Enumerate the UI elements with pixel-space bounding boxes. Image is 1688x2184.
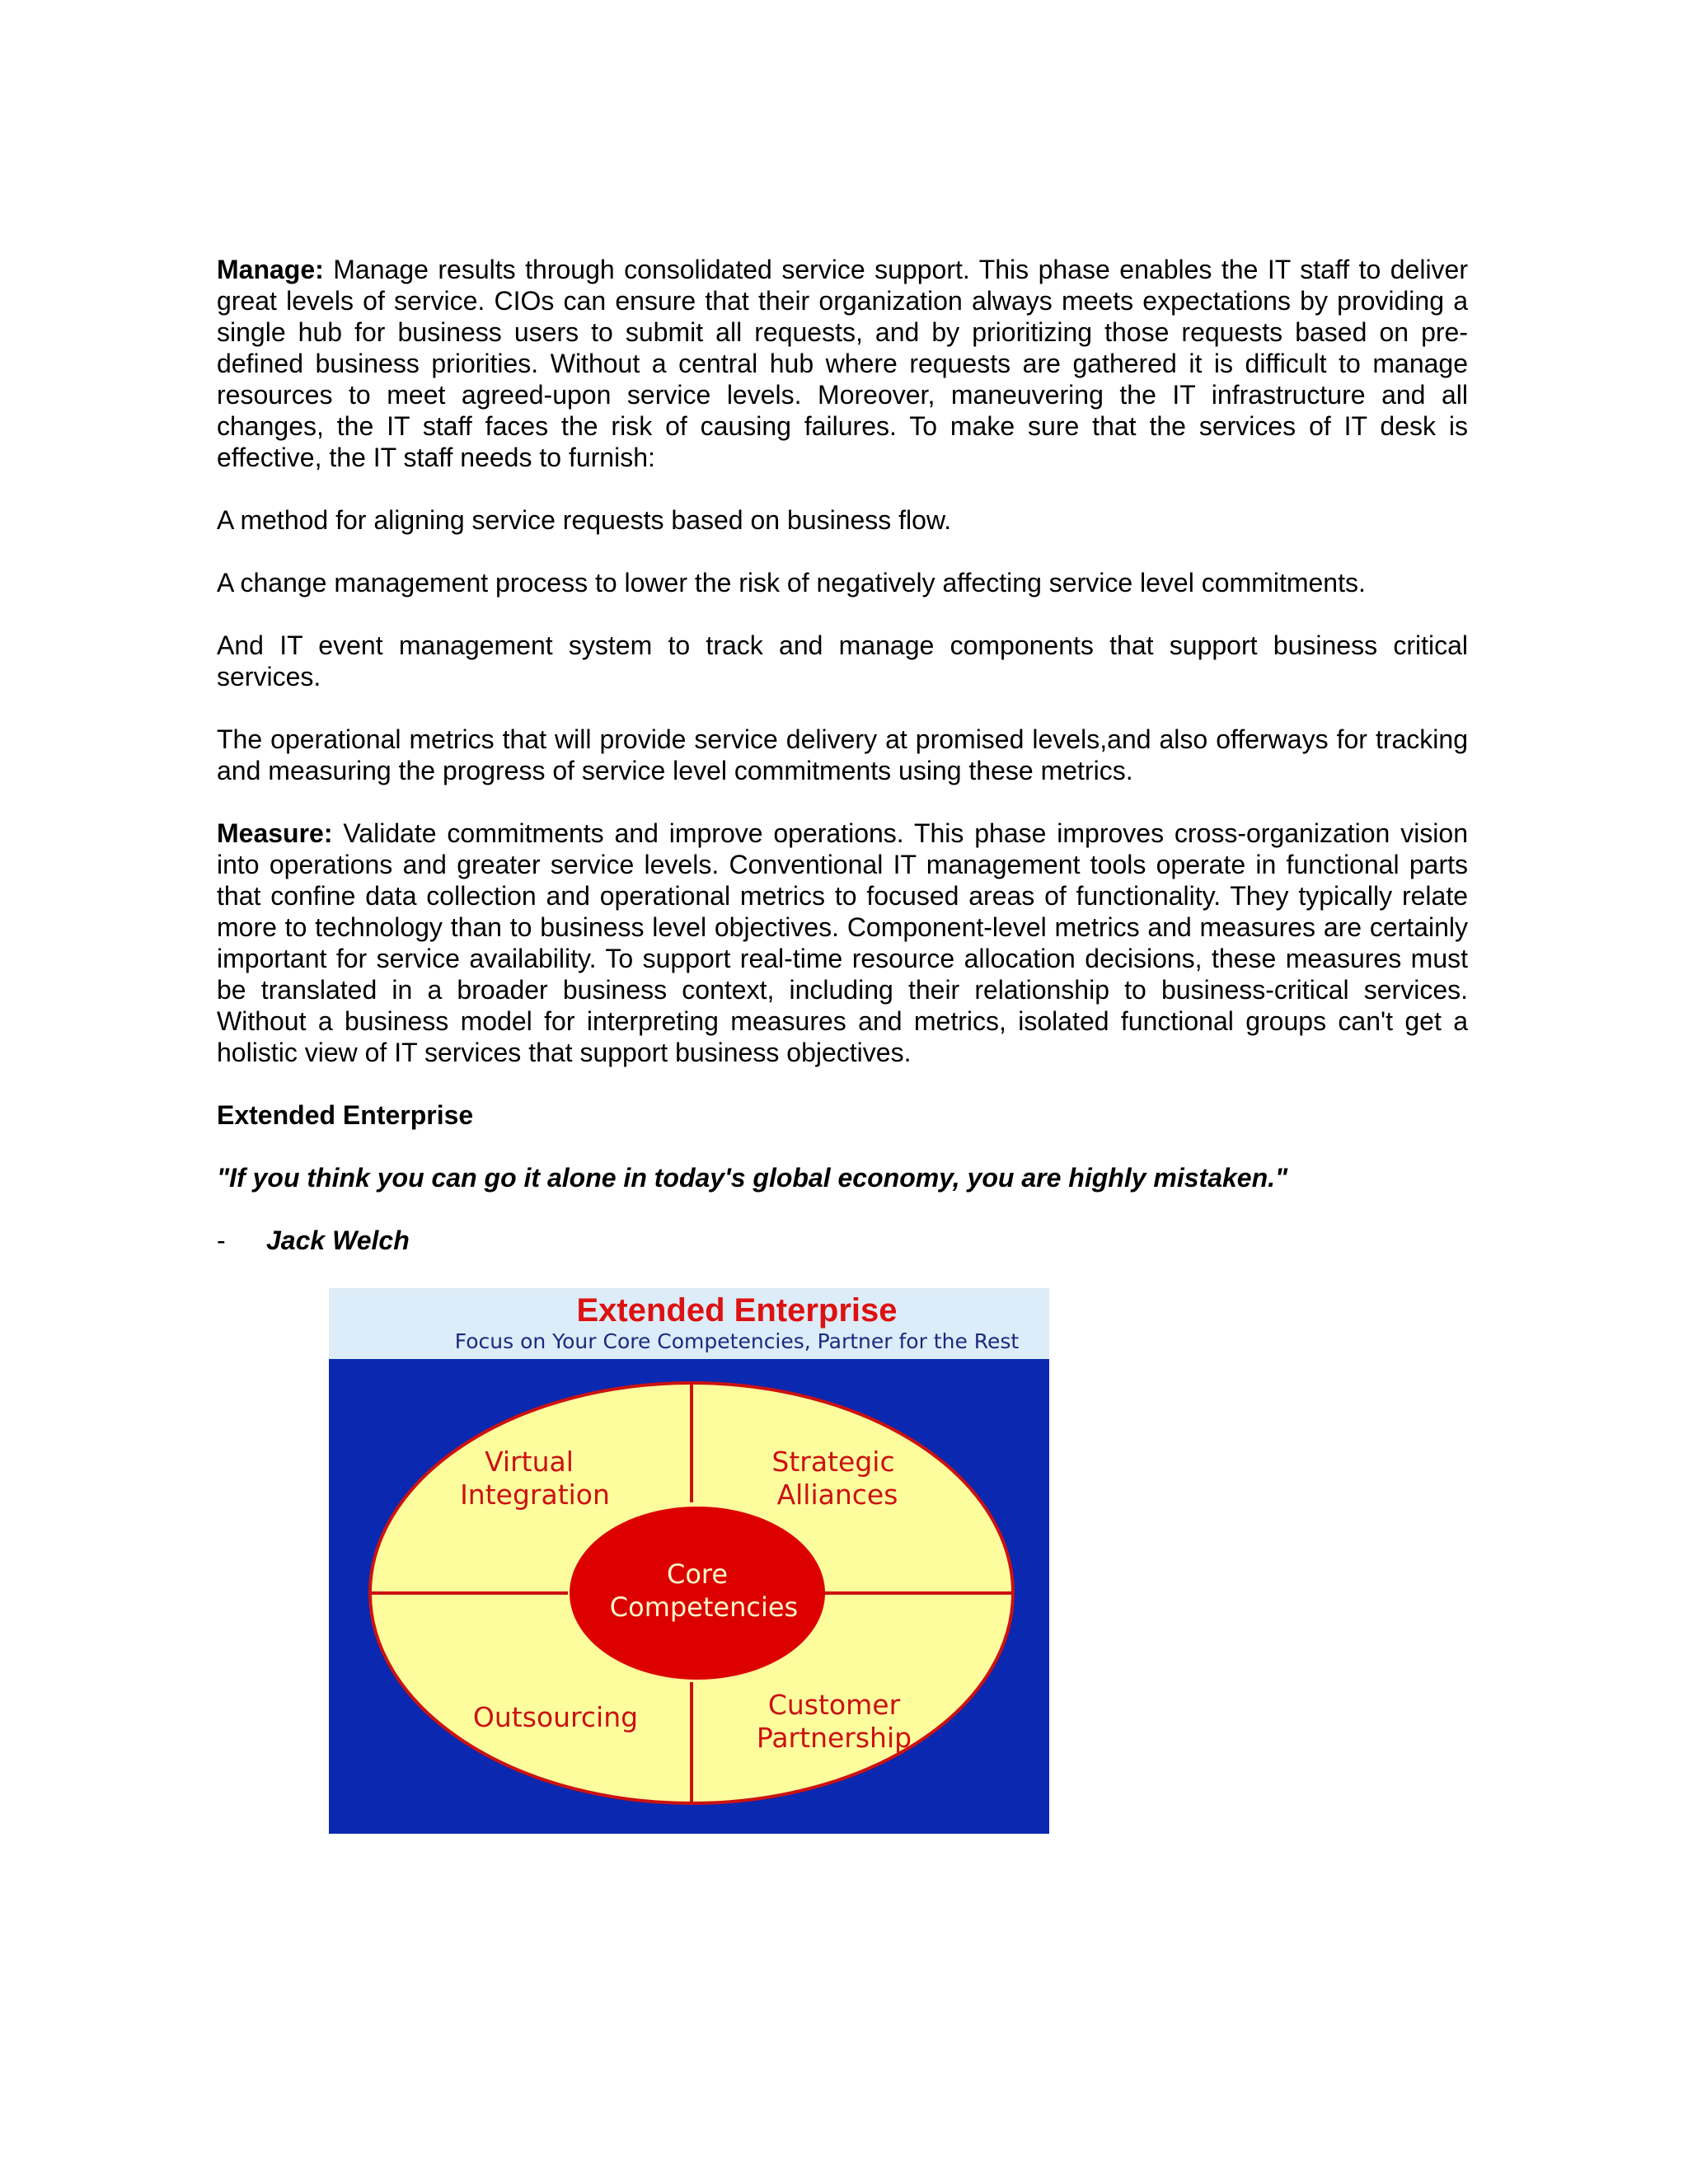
customer-partnership-line2: Partnership <box>756 1722 912 1754</box>
list-item: A change management process to lower the risk of negatively affecting service level commitments. <box>217 568 1366 598</box>
manage-lead: Manage: <box>217 255 324 284</box>
diagram-subtitle: Focus on Your Core Competencies, Partner for the Rest <box>454 1329 1020 1353</box>
manage-text: Manage results through consolidated service support. This phase enables the IT staff to deliver great levels of service. CIOs can ensure that their organization always meets expectations by providing a single hub for business users to submit all requests, and by prioritizing those requests based on pre-defined business priorities. Without a central hub where requests are gathered it is difficult to manage resources to meet agreed-upon service levels. Moreover, maneuvering the IT infrastructure and all changes, the IT staff faces the risk of causing failures. To make sure that the services of IT desk is effective, the IT staff needs to furnish: <box>217 255 1468 472</box>
outsourcing-label: Outsourcing <box>472 1701 639 1733</box>
list-item: The operational metrics that will provide service delivery at promised levels,and also offerways for tracking and measuring the progress of service level commitments using these metrics. <box>217 724 1468 785</box>
section-heading: Extended Enterprise <box>217 1100 474 1130</box>
document-body <box>217 254 1468 1256</box>
manage-paragraph <box>217 254 1468 473</box>
virtual-integration-line2: Integration <box>460 1479 610 1511</box>
core-label-line1: Core <box>666 1558 729 1590</box>
virtual-integration-line1: Virtual <box>485 1446 574 1478</box>
list-item: A method for aligning service requests based on business flow. <box>217 505 952 535</box>
list-item: And IT event management system to track and manage components that support business critical services. <box>217 630 1468 691</box>
extended-enterprise-diagram <box>329 1288 1049 1834</box>
quote-text: "If you think you can go it alone in today's global economy, you are highly mistaken." <box>217 1163 1288 1193</box>
strategic-alliances-line1: Strategic <box>771 1446 895 1478</box>
measure-lead: Measure: <box>217 818 333 848</box>
measure-paragraph <box>217 818 1468 1068</box>
diagram-svg <box>329 1288 1049 1834</box>
customer-partnership-line1: Customer <box>767 1689 901 1721</box>
quote-author: Jack Welch <box>266 1226 410 1255</box>
strategic-alliances-line2: Alliances <box>776 1479 898 1511</box>
measure-text: Validate commitments and improve operations. This phase improves cross-organization vision into operations and greater service levels. Conventional IT management tools operate in functional parts that confine data collection and operational metrics to focused areas of functionality. They typically relate more to technology than to business level objectives. Component-level metrics and measures are certainly important for service availability. To support real-time resource allocation decisions, these measures must be translated in a broader business context, including their relationship to business-critical services. Without a business model for interpreting measures and metrics, isolated functional groups can't get a holistic view of IT services that support business objectives. <box>217 818 1468 1067</box>
attribution-dash: - <box>217 1226 226 1255</box>
core-label-line2: Competencies <box>609 1591 799 1623</box>
quote-attribution <box>217 1225 1468 1256</box>
diagram-title: Extended Enterprise <box>576 1292 898 1329</box>
